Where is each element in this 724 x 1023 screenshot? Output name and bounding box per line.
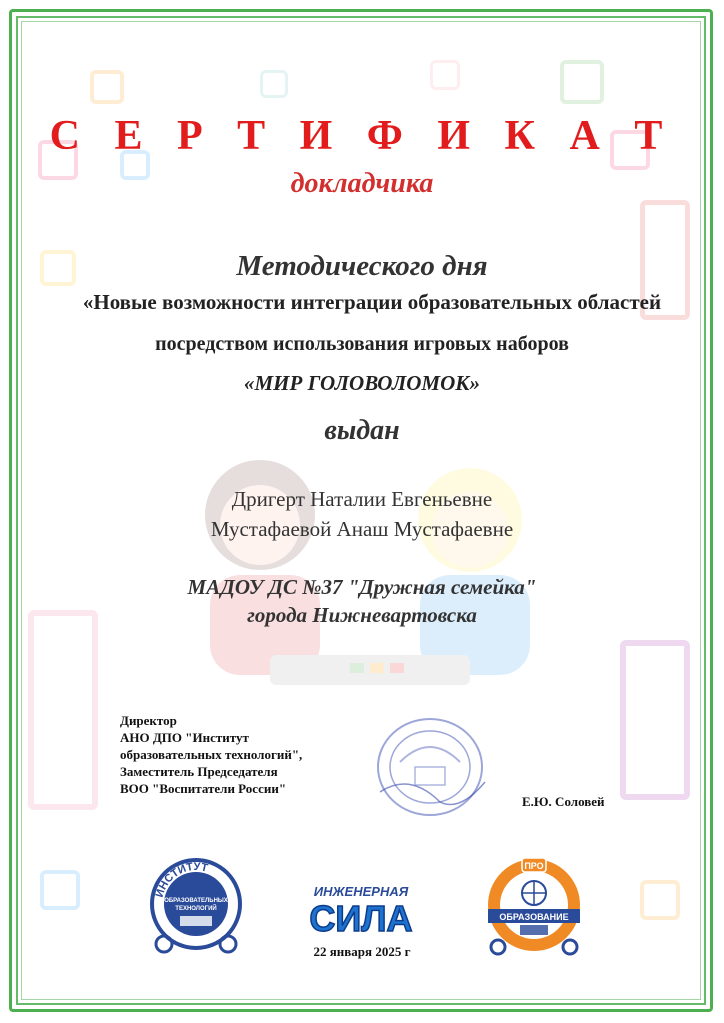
- certificate-subtitle: докладчика: [290, 168, 434, 199]
- pro-education-logo: [484, 853, 584, 958]
- topic-line-3: «МИР ГОЛОВОЛОМОК»: [243, 371, 481, 395]
- certificate-title: С Е Р Т И Ф И К А Т: [49, 113, 675, 159]
- signatory-name: Е.Ю. Соловей: [522, 794, 605, 809]
- recipient-name: Мустафаевой Анаш Мустафаевне: [210, 517, 514, 541]
- organization-city: города Нижневартовска: [247, 603, 477, 627]
- organization-name: МАДОУ ДС №37 "Дружная семейка": [187, 575, 537, 599]
- svg-text:ИНСТИТУТ: ИНСТИТУТ: [153, 860, 210, 899]
- signatory-title: Директор АНО ДПО "Институт образовательных технологий", Заместитель Председателя ВОО "Воспитатели России": [120, 713, 303, 796]
- svg-text:ПРО: ПРО: [524, 861, 544, 871]
- svg-text:ТЕХНОЛОГИЙ: ТЕХНОЛОГИЙ: [175, 906, 217, 912]
- svg-text:ОБРАЗОВАТЕЛЬНЫХ: ОБРАЗОВАТЕЛЬНЫХ: [164, 898, 228, 904]
- svg-text:СИЛА: СИЛА: [309, 898, 413, 938]
- event-name: Методического дня: [236, 250, 488, 282]
- svg-text:ИНЖЕНЕРНАЯ: ИНЖЕНЕРНАЯ: [313, 884, 409, 899]
- institute-stamp: [370, 712, 490, 822]
- issued-label: выдан: [324, 415, 400, 446]
- topic-line-2: посредством использования игровых наборов: [155, 333, 569, 355]
- svg-text:ОБРАЗОВАНИЕ: ОБРАЗОВАНИЕ: [499, 912, 569, 922]
- topic-line-1: «Новые возможности интеграции образовательных областей: [82, 290, 662, 314]
- engineering-power-logo: [300, 883, 422, 938]
- issue-date: 22 января 2025 г: [313, 944, 411, 959]
- recipient-name: Дригерт Наталии Евгеньевне: [231, 487, 493, 511]
